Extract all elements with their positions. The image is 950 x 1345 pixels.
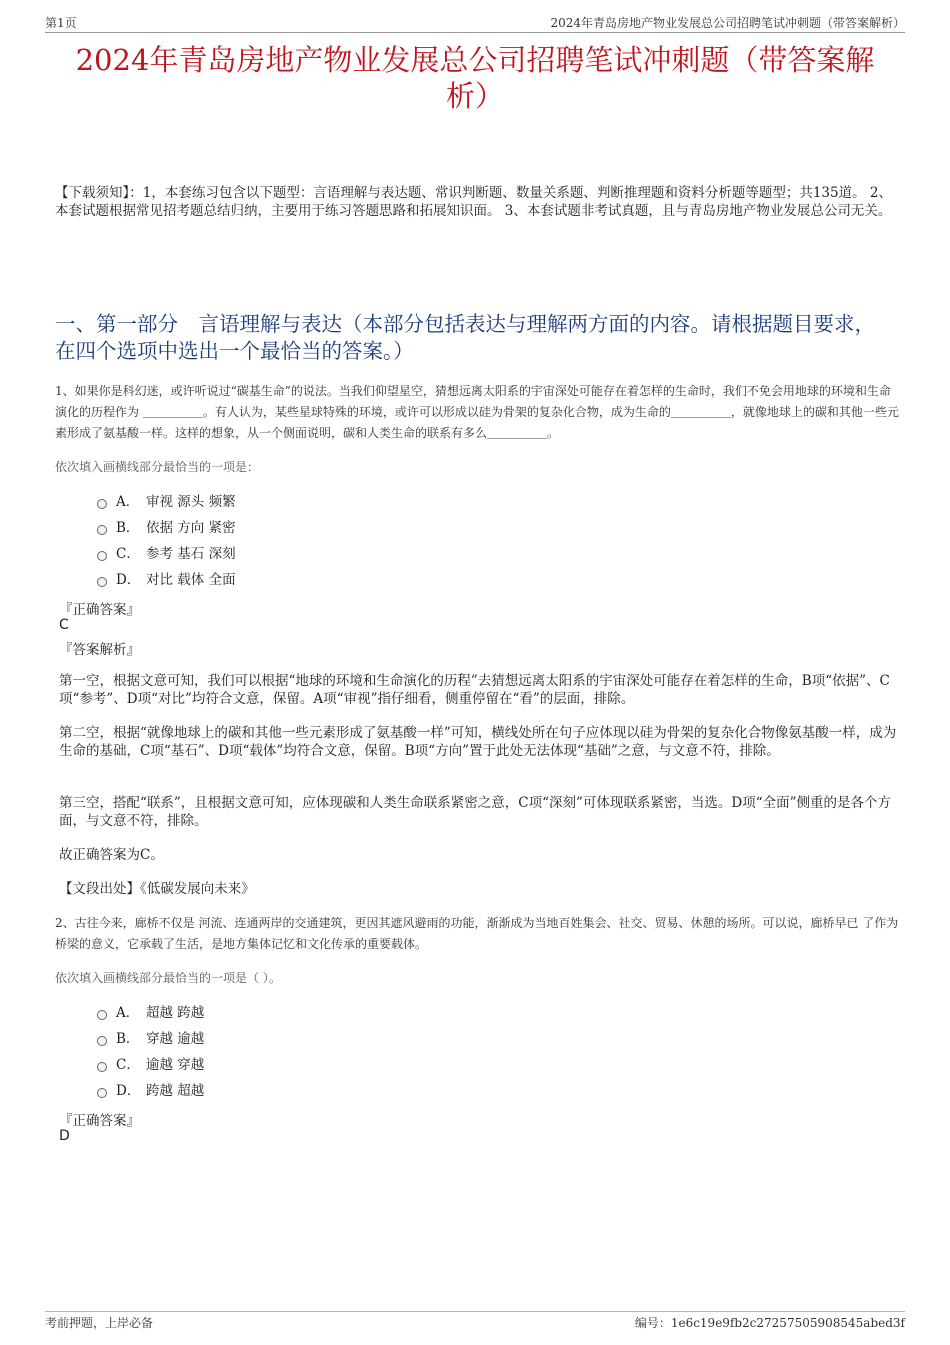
radio-icon[interactable] xyxy=(97,1036,107,1046)
question-1-option-c[interactable] xyxy=(97,544,236,564)
question-1-answer: C xyxy=(59,617,69,633)
option-letter: C． xyxy=(116,546,140,562)
download-notice: 【下载须知】：1，本套练习包含以下题型：言语理解与表达题、常识判断题、数量关系题、判断推理题和资料分析题等题型；共135道。 2、本套试题根据常见招考题总结归纳，主要用于练习答题思路和拓展知识面。 3、本套试题非考试真题，且与青岛房地产物业发展总公司无关。 xyxy=(55,185,892,219)
option-text: 参考 基石 深刻 xyxy=(146,546,236,562)
question-1-option-d[interactable] xyxy=(97,570,236,590)
question-1-option-a[interactable] xyxy=(97,492,236,512)
radio-icon[interactable] xyxy=(97,1010,107,1020)
footer-doc-id: 编号：1e6c19e9fb2c27257505908545abed3f xyxy=(634,1316,905,1330)
option-letter: D． xyxy=(116,572,141,588)
header-doc-title: 2024年青岛房地产物业发展总公司招聘笔试冲刺题（带答案解析） xyxy=(550,16,905,30)
option-text: 依据 方向 紧密 xyxy=(146,520,236,536)
page-header xyxy=(45,14,905,34)
option-letter: B． xyxy=(116,520,140,536)
question-2-answer: D xyxy=(59,1128,70,1144)
radio-icon[interactable] xyxy=(97,525,107,535)
option-text: 跨越 超越 xyxy=(146,1083,205,1099)
option-letter: D． xyxy=(116,1083,141,1099)
option-letter: B． xyxy=(116,1031,140,1047)
footer-slogan: 考前押题，上岸必备 xyxy=(45,1316,154,1330)
option-text: 穿越 逾越 xyxy=(146,1031,205,1047)
page-number: 第1页 xyxy=(45,16,77,30)
question-1-stem: 1、如果你是科幻迷，或许听说过“碳基生命”的说法。当我们仰望星空，猜想远离太阳系的宇宙深处可能存在着怎样的生命时，我们不免会用地球的环境和生命演化的历程作为 ＿＿＿＿＿。有人认为，某些星球特殊的环境，或许可以形成以硅为骨架的复杂化合物，成为生命的＿＿＿＿＿，就像地球上的碳和其他一些元素形成了氨基酸一样。这样的想象，从一个侧面说明，碳和人类生命的联系有多么＿＿＿＿＿。 xyxy=(55,384,899,440)
radio-icon[interactable] xyxy=(97,577,107,587)
option-letter: A． xyxy=(116,494,140,510)
question-2-option-b[interactable] xyxy=(97,1029,204,1049)
radio-icon[interactable] xyxy=(97,551,107,561)
analysis-paragraph: 第二空，根据“就像地球上的碳和其他一些元素形成了氨基酸一样”可知，横线处所在句子应体现以硅为骨架的复杂化合物像氨基酸一样，成为生命的基础，C项“基石”、D项“载体”均符合文意，保留。B项“方向”置于此处无法体现“基础”之意，与文意不符，排除。 xyxy=(59,725,897,759)
header-divider xyxy=(45,32,905,33)
question-2-option-c[interactable] xyxy=(97,1055,204,1075)
document-title: 2024年青岛房地产物业发展总公司招聘笔试冲刺题（带答案解析） xyxy=(75,43,875,113)
question-1-prompt: 依次填入画横线部分最恰当的一项是： xyxy=(55,460,260,474)
question-1-answer-label: 『正确答案』 xyxy=(59,602,140,618)
question-1-source: 【文段出处】《低碳发展向未来》 xyxy=(59,881,255,897)
radio-icon[interactable] xyxy=(97,499,107,509)
analysis-paragraph: 第一空，根据文意可知，我们可以根据“地球的环境和生命演化的历程”去猜想远离太阳系的宇宙深处可能存在着怎样的生命，B项“依据”、C项“参考”、D项“对比”均符合文意，保留。A项“审视”指仔细看，侧重停留在“看”的层面，排除。 xyxy=(59,673,890,707)
option-letter: A． xyxy=(116,1005,140,1021)
analysis-paragraph: 第三空，搭配“联系”，且根据文意可知，应体现碳和人类生命联系紧密之意，C项“深刻”可体现联系紧密，当选。D项“全面”侧重的是各个方面，与文意不符，排除。 xyxy=(59,795,892,829)
analysis-conclusion: 故正确答案为C。 xyxy=(59,847,164,863)
question-1-analysis-label: 『答案解析』 xyxy=(59,642,140,658)
option-text: 审视 源头 频繁 xyxy=(146,494,236,510)
option-text: 超越 跨越 xyxy=(146,1005,205,1021)
question-2-answer-label: 『正确答案』 xyxy=(59,1113,140,1129)
question-2-stem: 2、古往今来，廊桥不仅是 河流、连通两岸的交通建筑，更因其遮风避雨的功能，渐渐成为当地百姓集会、社交、贸易、休憩的场所。可以说，廊桥早已 了作为桥梁的意义，它承载了生活，是地方集体记忆和文化传承的重要载体。 xyxy=(55,916,899,951)
question-1-option-b[interactable] xyxy=(97,518,236,538)
radio-icon[interactable] xyxy=(97,1088,107,1098)
option-text: 对比 载体 全面 xyxy=(146,572,236,588)
section-heading: 一、第一部分 言语理解与表达（本部分包括表达与理解两方面的内容。请根据题目要求，在四个选项中选出一个最恰当的答案。） xyxy=(55,312,875,363)
question-2-option-a[interactable] xyxy=(97,1003,204,1023)
option-text: 逾越 穿越 xyxy=(146,1057,205,1073)
radio-icon[interactable] xyxy=(97,1062,107,1072)
footer-divider xyxy=(45,1311,905,1312)
question-2-option-d[interactable] xyxy=(97,1081,204,1101)
question-2-prompt: 依次填入画横线部分最恰当的一项是（ ）。 xyxy=(55,971,281,985)
option-letter: C． xyxy=(116,1057,140,1073)
